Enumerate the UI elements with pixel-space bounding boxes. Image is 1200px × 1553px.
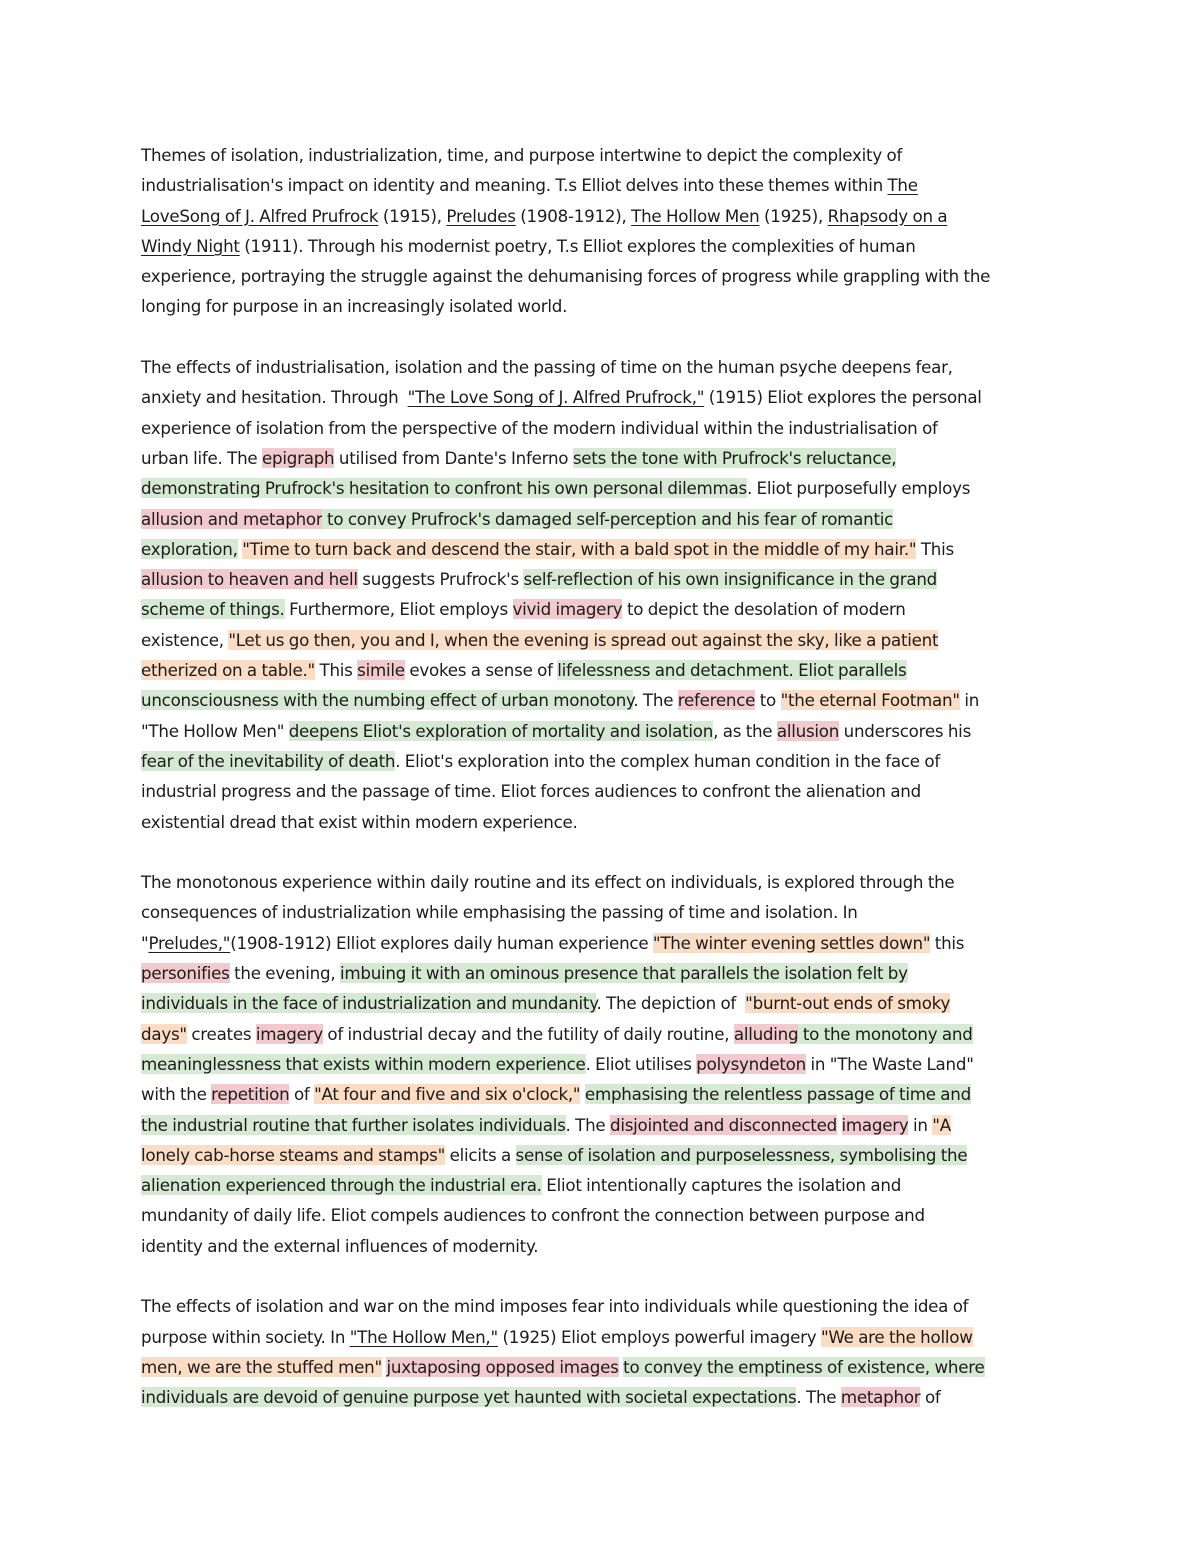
analysis-highlight: self-reflection of his own insignificance in the grand [523, 569, 937, 590]
text-run: utilised from Dante's Inferno [334, 447, 573, 468]
text-run: in [959, 690, 980, 711]
technique-highlight: disjointed and disconnected [609, 1114, 837, 1135]
technique-highlight: allusion [776, 720, 840, 741]
quote-highlight: "At four and five and six o'clock," [314, 1084, 581, 1105]
text-run: mundanity of daily life. Eliot compels audiences to confront the connection between purpose and [141, 1205, 925, 1226]
quote-highlight: "burnt-out ends of smoky [745, 993, 951, 1014]
text-run: "The Hollow Men" [141, 720, 289, 741]
technique-highlight: imagery [255, 1023, 323, 1044]
text-run: . Eliot's exploration into the complex human condition in the face of [395, 750, 940, 771]
quote-highlight: "Let us go then, you and I, when the evening is spread out against the sky, like a patient [228, 629, 939, 650]
technique-highlight: reference [677, 690, 756, 711]
analysis-highlight: alienation experienced through the industrial era. [141, 1175, 542, 1196]
text-line [141, 655, 1061, 685]
text-run: evokes a sense of [404, 660, 558, 681]
text-run: (1915), [378, 205, 447, 226]
text-line [141, 504, 1061, 534]
text-run: . The depiction of [596, 993, 746, 1014]
analysis-highlight: the industrial routine that further isolates individuals [141, 1114, 566, 1135]
text-line [141, 897, 1061, 927]
title-reference: Windy Night [141, 235, 240, 256]
quote-highlight: "Time to turn back and descend the stair, with a bald spot in the middle of my hair." [242, 538, 917, 559]
text-line [141, 1110, 1061, 1140]
text-run: experience of isolation from the perspective of the modern individual within the industrialisation of [141, 417, 938, 438]
quote-highlight: "the eternal Footman" [780, 690, 960, 711]
text-line [141, 1170, 1061, 1200]
analysis-highlight: exploration, [141, 538, 238, 559]
analysis-highlight: sense of isolation and purposelessness, symbolising the [515, 1144, 968, 1165]
text-line [141, 685, 1061, 715]
text-line [141, 867, 1061, 897]
paragraph-3 [141, 867, 1061, 1261]
paragraph-4 [141, 1291, 1061, 1412]
title-reference: "The Love Song of J. Alfred Prufrock," [407, 387, 705, 408]
paragraph-gap [141, 322, 1061, 352]
text-line [141, 1140, 1061, 1170]
text-line [141, 201, 1061, 231]
text-line [141, 746, 1061, 776]
text-run: . Eliot utilises [585, 1053, 697, 1074]
text-line [141, 1079, 1061, 1109]
text-line [141, 170, 1061, 200]
text-run: existential dread that exist within modern experience. [141, 811, 578, 832]
title-reference: The Hollow Men [631, 205, 760, 226]
text-line [141, 1322, 1061, 1352]
text-run: of [289, 1084, 315, 1105]
text-run: (1925) Eliot employs powerful imagery [497, 1326, 821, 1347]
text-run: urban life. The [141, 447, 263, 468]
paragraph-gap [141, 1261, 1061, 1291]
technique-highlight: alluding [733, 1023, 799, 1044]
paragraph-gap [141, 837, 1061, 867]
text-line [141, 564, 1061, 594]
text-line [141, 988, 1061, 1018]
text-line [141, 1200, 1061, 1230]
text-run: existence, [141, 629, 229, 650]
analysis-highlight: individuals are devoid of genuine purpose yet haunted with societal expectations [141, 1387, 797, 1408]
analysis-highlight: scheme of things. [141, 599, 285, 620]
title-reference: Rhapsody on a [827, 205, 948, 226]
text-run: industrialisation's impact on identity and meaning. T.s Elliot delves into these themes within [141, 175, 888, 196]
text-run: the evening, [229, 963, 340, 984]
text-line [141, 231, 1061, 261]
quote-highlight: days" [141, 1023, 187, 1044]
text-run [837, 1115, 842, 1135]
analysis-highlight: fear of the inevitability of death [141, 750, 396, 771]
analysis-highlight: unconsciousness with the numbing effect of urban monotony [141, 690, 634, 711]
text-line [141, 1291, 1061, 1321]
text-line [141, 140, 1061, 170]
technique-highlight: simile [357, 660, 405, 681]
text-line [141, 594, 1061, 624]
text-run: (1908-1912), [515, 205, 632, 226]
text-line [141, 413, 1061, 443]
text-line [141, 928, 1061, 958]
text-run: . The [796, 1387, 841, 1408]
quote-highlight: "We are the hollow [820, 1326, 973, 1347]
analysis-highlight: to convey Prufrock's damaged self-perception and his fear of romantic [322, 508, 894, 529]
text-run: (1915) Eliot explores the personal [704, 387, 982, 408]
quote-highlight: "A [932, 1114, 951, 1135]
text-run: this [930, 932, 965, 953]
text-run: This [916, 538, 954, 559]
analysis-highlight: lifelessness and detachment. Eliot parallels [557, 660, 907, 681]
text-line [141, 261, 1061, 291]
text-run: The effects of isolation and war on the mind imposes fear into individuals while questioning the idea of [141, 1296, 969, 1317]
text-line [141, 1382, 1061, 1412]
title-reference: LoveSong of J. Alfred Prufrock [141, 205, 379, 226]
essay-body [141, 140, 1061, 1412]
text-run: Eliot intentionally captures the isolation and [541, 1175, 902, 1196]
text-run: Furthermore, Eliot employs [284, 599, 513, 620]
text-run: to depict the desolation of modern [622, 599, 906, 620]
technique-highlight: vivid imagery [512, 599, 623, 620]
quote-highlight: lonely cab-horse steams and stamps" [141, 1144, 446, 1165]
text-line [141, 958, 1061, 988]
text-run: of [920, 1387, 941, 1408]
text-line [141, 534, 1061, 564]
quote-highlight: men, we are the stuffed men" [141, 1356, 382, 1377]
text-line [141, 807, 1061, 837]
analysis-highlight: emphasising the relentless passage of time and [584, 1084, 971, 1105]
paragraph-1 [141, 140, 1061, 322]
text-run: experience, portraying the struggle against the dehumanising forces of progress while grappling with the [141, 266, 991, 287]
text-run: creates [186, 1023, 256, 1044]
text-run: with the [141, 1084, 212, 1105]
text-line [141, 716, 1061, 746]
text-run: The monotonous experience within daily routine and its effect on individuals, is explored through the [141, 872, 955, 893]
analysis-highlight: demonstrating Prufrock's hesitation to confront his own personal dilemmas [141, 478, 747, 499]
text-run: in [908, 1114, 933, 1135]
analysis-highlight: imbuing it with an ominous presence that parallels the isolation felt by [339, 963, 908, 984]
text-run: purpose within society. In [141, 1326, 350, 1347]
analysis-highlight: individuals in the face of industrialization and mundanity [141, 993, 597, 1014]
text-line [141, 1352, 1061, 1382]
technique-highlight: repetition [211, 1084, 290, 1105]
text-run: of industrial decay and the futility of daily routine, [322, 1023, 734, 1044]
analysis-highlight: to convey the emptiness of existence, where [623, 1356, 985, 1377]
text-run: in "The Waste Land" [805, 1053, 974, 1074]
text-line [141, 1231, 1061, 1261]
technique-highlight: personifies [141, 963, 230, 984]
text-run: industrial progress and the passage of time. Eliot forces audiences to confront the alienation and [141, 781, 921, 802]
text-line [141, 473, 1061, 503]
text-line [141, 443, 1061, 473]
text-run: . The [633, 690, 678, 711]
technique-highlight: allusion to heaven and hell [141, 569, 358, 590]
text-run: (1911). Through his modernist poetry, T.s Elliot explores the complexities of human [239, 235, 916, 256]
title-reference: "The Hollow Men," [349, 1326, 498, 1347]
text-line [141, 352, 1061, 382]
text-run: to [755, 690, 781, 711]
technique-highlight: metaphor [840, 1387, 921, 1408]
text-run: underscores his [839, 720, 972, 741]
technique-highlight: juxtaposing opposed images [386, 1356, 619, 1377]
text-run: . The [565, 1114, 610, 1135]
paragraph-2 [141, 352, 1061, 837]
technique-highlight: polysyndeton [696, 1053, 806, 1074]
text-run: The effects of industrialisation, isolation and the passing of time on the human psyche deepens fear, [141, 357, 953, 378]
text-line [141, 291, 1061, 321]
text-run: (1908-1912) Elliot explores daily human experience [230, 932, 653, 953]
analysis-highlight: meaninglessness that exists within modern experience [141, 1053, 586, 1074]
text-line [141, 625, 1061, 655]
title-reference: Preludes [446, 205, 516, 226]
text-line [141, 1019, 1061, 1049]
text-run: (1925), [759, 205, 828, 226]
text-run: longing for purpose in an increasingly isolated world. [141, 296, 568, 317]
text-run: suggests Prufrock's [357, 569, 524, 590]
text-run: , as the [713, 720, 777, 741]
text-line [141, 1049, 1061, 1079]
technique-highlight: allusion and metaphor [141, 508, 323, 529]
text-run: This [314, 660, 358, 681]
title-reference: The [887, 175, 918, 196]
quote-highlight: etherized on a table." [141, 660, 315, 681]
analysis-highlight: sets the tone with Prufrock's reluctance, [572, 447, 897, 468]
technique-highlight: epigraph [262, 447, 335, 468]
text-line [141, 776, 1061, 806]
quote-highlight: "The winter evening settles down" [652, 932, 931, 953]
text-line [141, 382, 1061, 412]
text-run: anxiety and hesitation. Through [141, 387, 408, 408]
text-run: identity and the external influences of modernity. [141, 1235, 539, 1256]
analysis-highlight: deepens Eliot's exploration of mortality and isolation [288, 720, 714, 741]
text-run: elicits a [445, 1144, 516, 1165]
text-run: consequences of industrialization while emphasising the passing of time and isolation. In [141, 902, 858, 923]
analysis-highlight: to the monotony and [798, 1023, 973, 1044]
technique-highlight: imagery [841, 1114, 909, 1135]
title-reference: Preludes," [148, 932, 231, 953]
text-run: Themes of isolation, industrialization, time, and purpose intertwine to depict the complexity of [141, 145, 903, 165]
text-run: . Eliot purposefully employs [746, 478, 971, 499]
text-run: " [141, 932, 149, 953]
